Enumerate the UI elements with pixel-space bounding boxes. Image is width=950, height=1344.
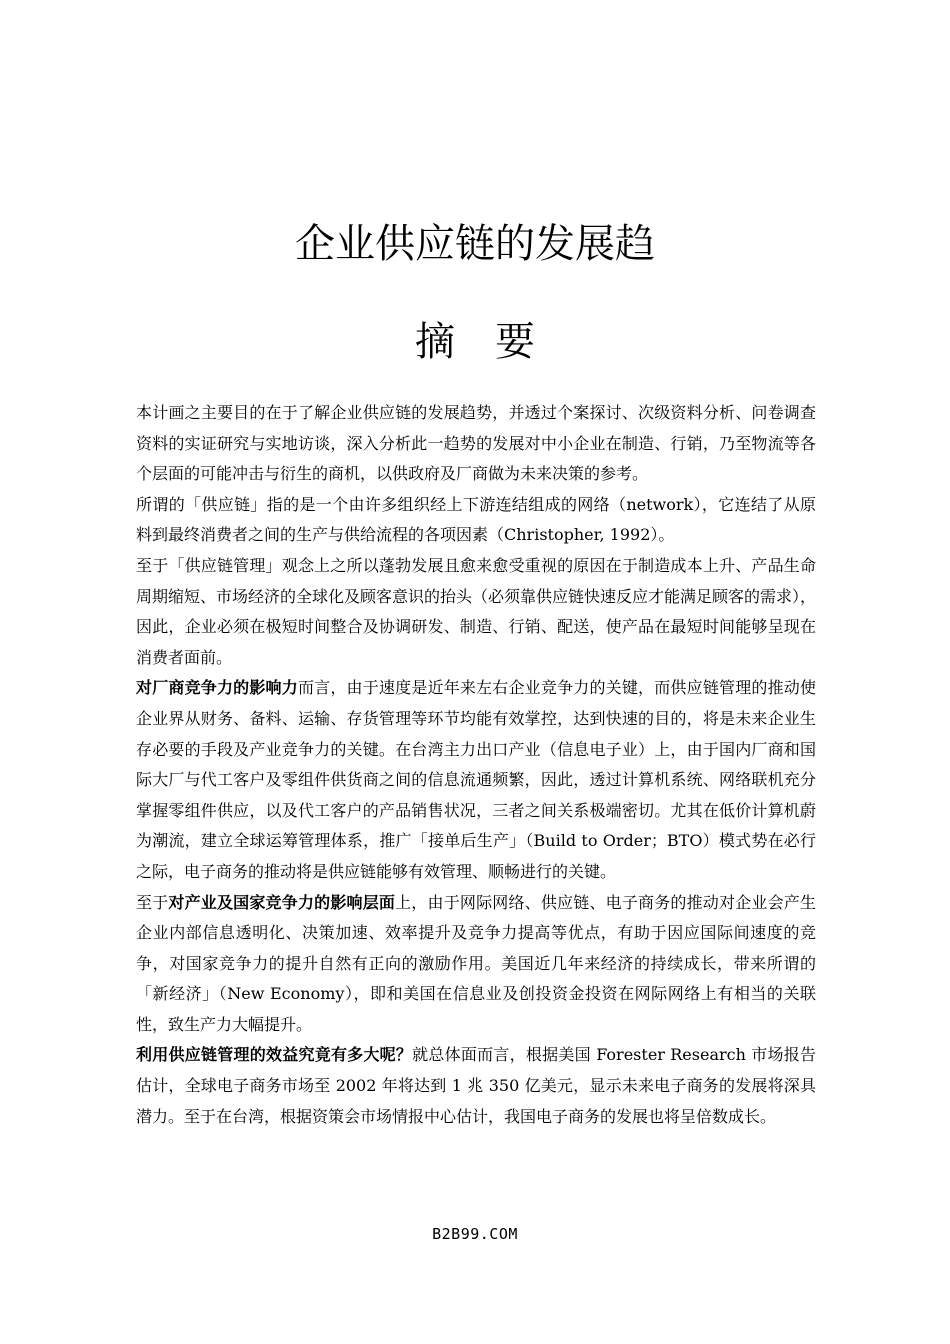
paragraph-text: 所谓的「供应链」指的是一个由许多组织经上下游连结组成的网络（network），它连结了从原料到最终消费者之间的生产与供给流程的各项因素（Christopher, 1992）。 xyxy=(136,494,816,545)
paragraph-supply-chain-definition xyxy=(136,490,816,551)
paragraph-text: 就总体面而言，根据美国 Forester Research 市场报告估计，全球电子商务市场至 2002 年将达到 1 兆 350 亿美元，显示未来电子商务的发展将深具潜力。至于在台湾，根据资策会市场情报中心估计，我国电子商务的发展也将呈倍数成长。 xyxy=(136,1045,816,1126)
abstract-heading: 摘要 xyxy=(415,319,575,365)
paragraph-text: 本计画之主要目的在于了解企业供应链的发展趋势，并透过个案探讨、次级资料分析、问卷调查资料的实证研究与实地访谈，深入分析此一趋势的发展对中小企业在制造、行销，乃至物流等各个层面的可能冲击与衍生的商机，以供政府及厂商做为未来决策的参考。 xyxy=(136,403,816,484)
paragraph-scm-reasons xyxy=(136,551,816,673)
paragraph-text: 至于「供应链管理」观念上之所以蓬勃发展且愈来愈受重视的原因在于制造成本上升、产品生命周期缩短、市场经济的全球化及顾客意识的抬头（必须靠供应链快速反应才能满足顾客的需求），因此，企业必须在极短时间整合及协调研发、制造、行销、配送，使产品在最短时间能够呈现在消费者面前。 xyxy=(136,555,817,667)
paragraph-firm-competitiveness xyxy=(136,673,816,887)
paragraph-national-competitiveness xyxy=(136,888,816,1041)
paragraph-bold-lead: 利用供应链管理的效益究竟有多大呢？ xyxy=(136,1045,413,1065)
paragraph-bold-lead: 对产业及国家竞争力的影响层面 xyxy=(168,892,396,912)
paragraph-purpose xyxy=(136,398,816,490)
paragraph-pre-text: 至于 xyxy=(136,892,169,912)
footer-site-name: B2B99.COM xyxy=(432,1225,518,1243)
document-title: 企业供应链的发展趋 xyxy=(295,221,655,267)
abstract-body xyxy=(136,398,816,1132)
paragraph-text: 上，由于网际网络、供应链、电子商务的推动对企业会产生企业内部信息透明化、决策加速、效率提升及竞争力提高等优点，有助于因应国际间速度的竞争，对国家竞争力的提升自然有正向的激励作用。美国近几年来经济的持续成长，带来所谓的「新经济」（New Economy），即和美国在信息业及创投资金投资在网际网络上有相当的关联性，致生产力大幅提升。 xyxy=(136,892,816,1034)
paragraph-scm-benefits xyxy=(136,1040,816,1132)
paragraph-text: 而言，由于速度是近年来左右企业竞争力的关键，而供应链管理的推动使企业界从财务、备料、运输、存货管理等环节均能有效掌控，达到快速的目的，将是未来企业生存必要的手段及产业竞争力的关键。在台湾主力出口产业（信息电子业）上，由于国内厂商和国际大厂与代工客户及零组件供货商之间的信息流通频繁，因此，透过计算机系统、网络联机充分掌握零组件供应，以及代工客户的产品销售状况，三者之间关系极端密切。尤其在低价计算机蔚为潮流，建立全球运筹管理体系，推广「接单后生产」（Build to Order；BTO）模式势在必行之际，电子商务的推动将是供应链能够有效管理、顺畅进行的关键。 xyxy=(136,678,816,881)
paragraph-bold-lead: 对厂商竞争力的影响力 xyxy=(136,678,298,698)
